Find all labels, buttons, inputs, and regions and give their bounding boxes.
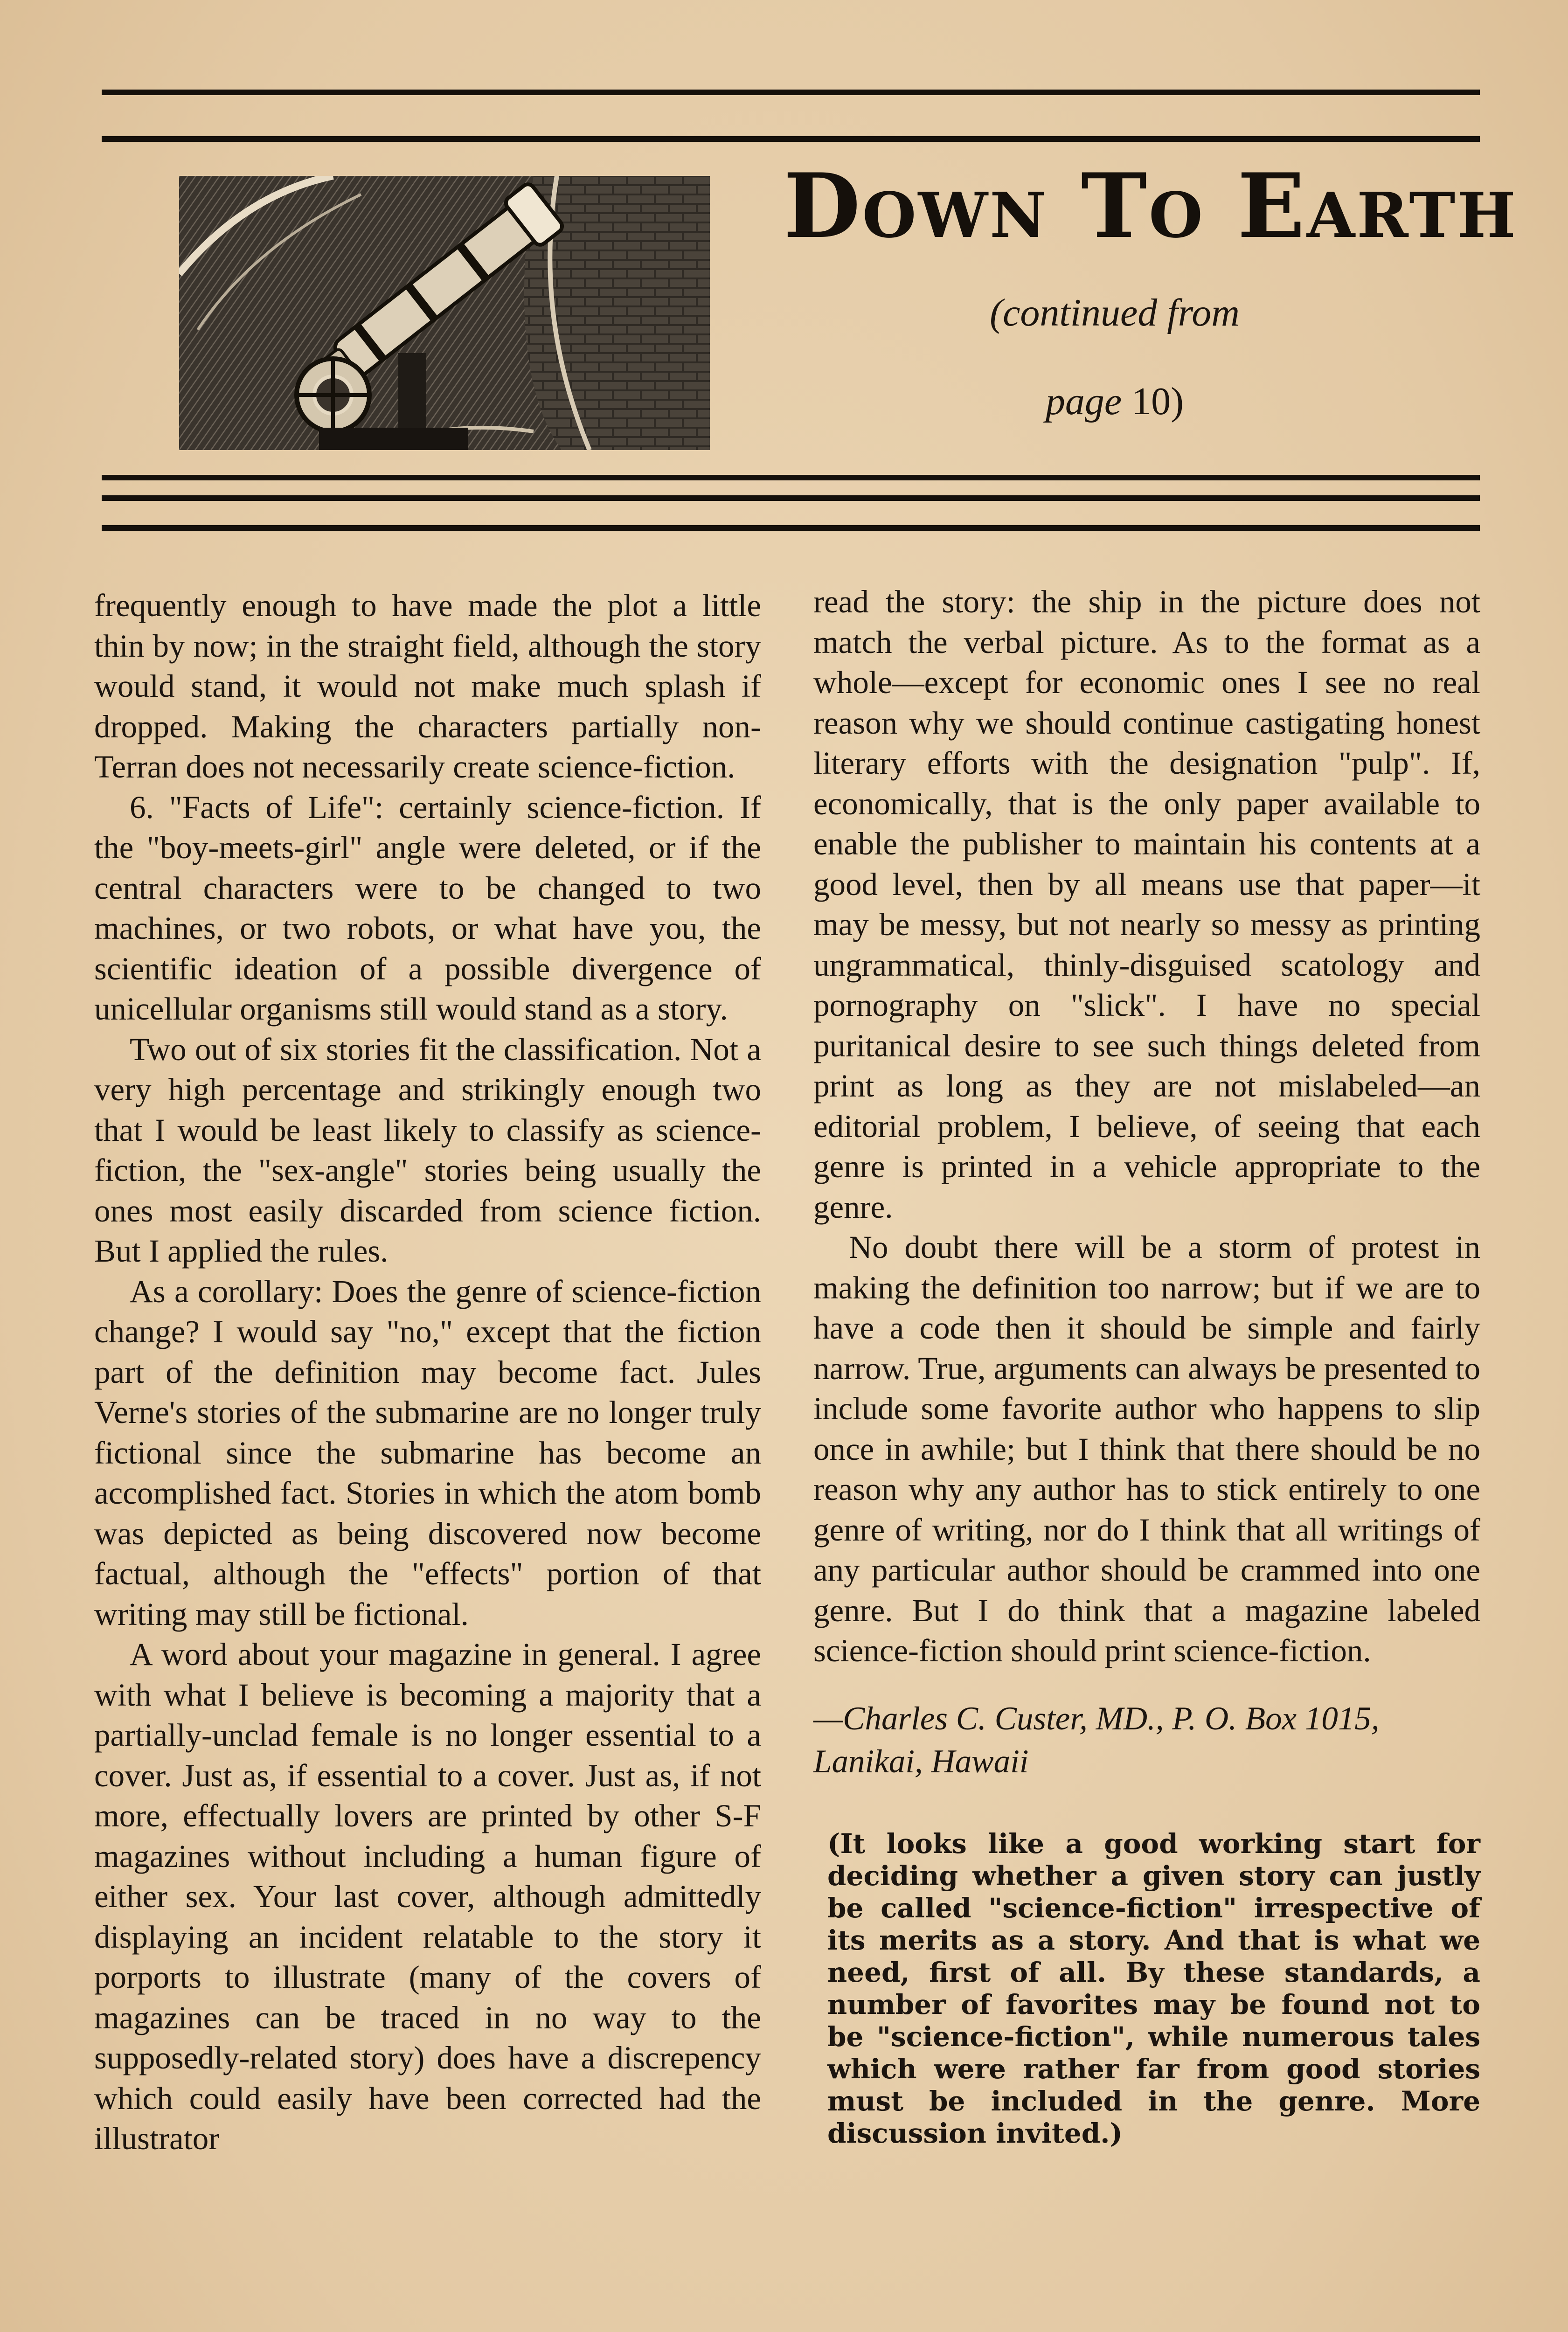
signature-location: Lanikai, Hawaii <box>813 1743 1029 1780</box>
right-paragraph-1: read the story: the ship in the picture does not match the verbal picture. As to the format as a whole—except for economic ones I see no real reason why we should continue castigating honest literary efforts with the designation "pulp". If, economically, that is the only paper available to enable the publisher to maintain his contents at a good level, then by all means use that paper—it may be messy, but not nearly so messy as printing ungrammatical, thinly-disguised scatology and pornography on "slick". I have no special puritanical desire to see such things deleted from print as long as they are not mislabeled—an editorial problem, I believe, of seeing that each genre is printed in a vehicle appropriate to the genre. <box>813 584 1480 1225</box>
subtitle-page-number: 10) <box>1131 380 1184 423</box>
header-rule-2 <box>102 495 1480 501</box>
left-paragraph-4: As a corollary: Does the genre of science-fiction change? I would say "no," except that the fiction part of the definition may become fact. Jules Verne's stories of the submarine are no longer truly fictional since the submarine has become an accomplished fact. Stories in which the atom bomb was depicted as being discovered now become factual, although the "effects" portion of that writing may still be fictional. <box>94 1273 761 1632</box>
left-paragraph-2: 6. "Facts of Life": certainly science-fiction. If the "boy-meets-girl" angle were deleted, or if the central characters were to be changed to two machines, or two robots, or what have you, the scientific ideation of a possible divergence of unicellular organisms still would stand as a story. <box>94 789 761 1027</box>
left-paragraph-1: frequently enough to have made the plot a little thin by now; in the straight field, although the story would stand, it would not make much splash if dropped. Making the characters partially non-Terran does not necessarily create science-fiction. <box>94 588 761 784</box>
subtitle-page-word: page <box>1045 380 1122 423</box>
signature-name-address: —Charles C. Custer, MD., P. O. Box 1015, <box>813 1700 1380 1737</box>
top-rule-lower <box>102 136 1480 142</box>
header-rule-3 <box>102 525 1480 531</box>
section-title: Down To Earth <box>784 154 1518 258</box>
header-rule-1 <box>102 475 1480 480</box>
telescope-illustration <box>179 176 710 450</box>
editor-reply: (It looks like a good working start for deciding whether a given story can justly be called "science-fiction" irrespective of its merits as a story. And that is what we need, first of all. By these standards, a number of favorites may be found not to be "science-fiction", while numerous tales which were rather far from good stories must be included in the genre. More discussion invited.) <box>827 1827 1480 2149</box>
top-rule-upper <box>102 90 1480 95</box>
letter-signature <box>813 1697 1480 1783</box>
right-paragraph-2: No doubt there will be a storm of protest in making the definition too narrow; but if we are to have a code then it should be simple and fairly narrow. True, arguments can always be presented to include some favorite author who happens to slip once in awhile; but I think that there should be no reason why any author has to stick entirely to one genre of writing, nor do I think that all writings of any particular author should be crammed into one genre. But I do think that a magazine labeled science-fiction should print science-fiction. <box>813 1229 1480 1668</box>
left-paragraph-5: A word about your magazine in general. I agree with what I believe is becoming a majority that a partially-unclad female is no longer essential to a cover. Just as, if essential to a cover. Just as, if not more, effectually lovers are printed by other S-F magazines without including a human figure of either sex. Your last cover, although admittedly displaying an incident relatable to the story it porports to illustrate (many of the covers of magazines can be traced in no way to the supposedly-related story) does have a discrepency which could easily have been corrected had the illustrator <box>94 1637 761 2156</box>
subtitle-page-ref <box>784 379 1446 424</box>
subtitle-line1: (continued from <box>990 291 1240 334</box>
subtitle-continued-from <box>784 290 1446 335</box>
right-column <box>813 582 1480 2150</box>
left-paragraph-3: Two out of six stories fit the classification. Not a very high percentage and strikingly enough two that I would be least likely to classify as science-fiction, the "sex-angle" stories being usually the ones most easily discarded from science fiction. But I applied the rules. <box>94 1031 761 1269</box>
left-column <box>94 585 761 2159</box>
